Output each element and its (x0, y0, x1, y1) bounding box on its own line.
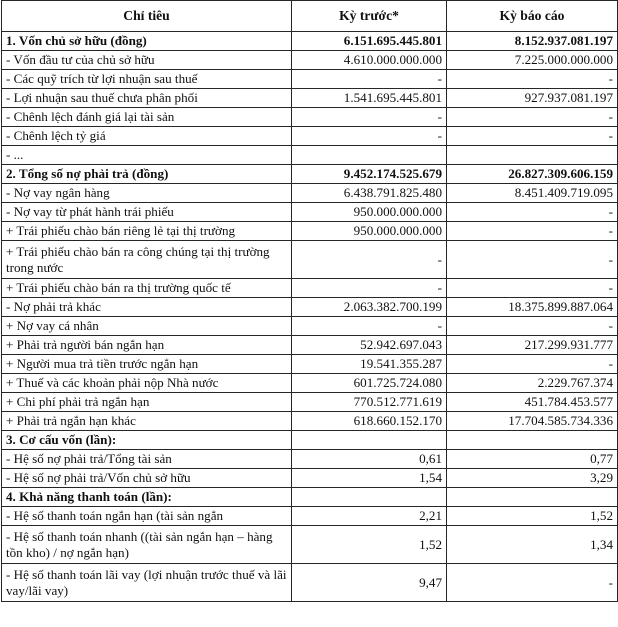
cell-previous-period: 601.725.724.080 (292, 374, 447, 393)
cell-reporting-period: 927.937.081.197 (447, 89, 618, 108)
row-label: - Nợ phải trả khác (2, 298, 292, 317)
row-label: + Người mua trả tiền trước ngắn hạn (2, 355, 292, 374)
row-label: - Hệ số thanh toán lãi vay (lợi nhuận trước thuế và lãi vay/lãi vay) (2, 564, 292, 602)
table-row (2, 70, 618, 89)
cell-previous-period: 770.512.771.619 (292, 393, 447, 412)
cell-previous-period: 9,47 (292, 564, 447, 602)
table-row (2, 127, 618, 146)
cell-reporting-period: 3,29 (447, 469, 618, 488)
row-label: - Chênh lệch đánh giá lại tài sản (2, 108, 292, 127)
table-row (2, 564, 618, 602)
cell-previous-period: - (292, 127, 447, 146)
cell-reporting-period: 8.451.409.719.095 (447, 184, 618, 203)
row-label: - Nợ vay ngân hàng (2, 184, 292, 203)
cell-previous-period: 6.151.695.445.801 (292, 32, 447, 51)
cell-previous-period: 1,54 (292, 469, 447, 488)
cell-reporting-period (447, 146, 618, 165)
row-label: + Thuế và các khoản phải nộp Nhà nước (2, 374, 292, 393)
row-label: - Vốn đầu tư của chủ sở hữu (2, 51, 292, 70)
row-label: 1. Vốn chủ sở hữu (đồng) (2, 32, 292, 51)
cell-reporting-period (447, 431, 618, 450)
row-label: + Phải trả người bán ngắn hạn (2, 336, 292, 355)
cell-previous-period: 618.660.152.170 (292, 412, 447, 431)
table-row (2, 222, 618, 241)
table-row (2, 298, 618, 317)
cell-reporting-period: - (447, 564, 618, 602)
table-row (2, 450, 618, 469)
table-row (2, 526, 618, 564)
cell-reporting-period: - (447, 127, 618, 146)
row-label: - Hệ số nợ phải trả/Tổng tài sản (2, 450, 292, 469)
table-row (2, 374, 618, 393)
table-row (2, 355, 618, 374)
cell-reporting-period: 1,52 (447, 507, 618, 526)
column-header-previous-period: Kỳ trước* (292, 1, 447, 32)
cell-previous-period: - (292, 279, 447, 298)
cell-previous-period: 9.452.174.525.679 (292, 165, 447, 184)
cell-previous-period: 950.000.000.000 (292, 222, 447, 241)
table-row (2, 279, 618, 298)
cell-previous-period: 6.438.791.825.480 (292, 184, 447, 203)
row-label: + Phải trả ngắn hạn khác (2, 412, 292, 431)
cell-reporting-period: - (447, 241, 618, 279)
table-body (2, 32, 618, 602)
table-row (2, 336, 618, 355)
cell-reporting-period: 26.827.309.606.159 (447, 165, 618, 184)
table-row (2, 469, 618, 488)
table-row (2, 241, 618, 279)
table-header (2, 1, 618, 32)
row-label: - ... (2, 146, 292, 165)
cell-reporting-period: 217.299.931.777 (447, 336, 618, 355)
row-label: 4. Khả năng thanh toán (lần): (2, 488, 292, 507)
column-header-indicator: Chỉ tiêu (2, 1, 292, 32)
row-label: + Trái phiếu chào bán ra thị trường quốc tế (2, 279, 292, 298)
column-header-reporting-period: Kỳ báo cáo (447, 1, 618, 32)
table-row (2, 507, 618, 526)
cell-previous-period: 1,52 (292, 526, 447, 564)
cell-reporting-period: 18.375.899.887.064 (447, 298, 618, 317)
cell-previous-period (292, 431, 447, 450)
cell-reporting-period: 451.784.453.577 (447, 393, 618, 412)
cell-reporting-period: 1,34 (447, 526, 618, 564)
cell-reporting-period: - (447, 222, 618, 241)
cell-previous-period: 4.610.000.000.000 (292, 51, 447, 70)
table-row (2, 146, 618, 165)
cell-previous-period (292, 488, 447, 507)
cell-reporting-period: - (447, 108, 618, 127)
row-label: - Chênh lệch tỷ giá (2, 127, 292, 146)
table-row (2, 108, 618, 127)
table-row (2, 51, 618, 70)
financial-indicators-table (1, 0, 618, 602)
row-label: - Hệ số thanh toán nhanh ((tài sản ngắn hạn – hàng tồn kho) / nợ ngắn hạn) (2, 526, 292, 564)
cell-reporting-period (447, 488, 618, 507)
cell-previous-period: 52.942.697.043 (292, 336, 447, 355)
row-label: - Các quỹ trích từ lợi nhuận sau thuế (2, 70, 292, 89)
table-row (2, 317, 618, 336)
row-label: - Nợ vay từ phát hành trái phiếu (2, 203, 292, 222)
cell-reporting-period: - (447, 317, 618, 336)
cell-previous-period: - (292, 241, 447, 279)
row-label: + Trái phiếu chào bán riêng lẻ tại thị trường (2, 222, 292, 241)
table-row (2, 488, 618, 507)
table-row (2, 203, 618, 222)
cell-reporting-period: 2.229.767.374 (447, 374, 618, 393)
row-label: + Trái phiếu chào bán ra công chúng tại thị trường trong nước (2, 241, 292, 279)
cell-previous-period: 1.541.695.445.801 (292, 89, 447, 108)
cell-previous-period: - (292, 108, 447, 127)
table-row (2, 184, 618, 203)
cell-reporting-period: - (447, 355, 618, 374)
cell-reporting-period: - (447, 203, 618, 222)
cell-previous-period: - (292, 317, 447, 336)
cell-reporting-period: - (447, 279, 618, 298)
cell-previous-period (292, 146, 447, 165)
table-row (2, 412, 618, 431)
cell-reporting-period: 7.225.000.000.000 (447, 51, 618, 70)
row-label: - Hệ số thanh toán ngắn hạn (tài sản ngắn (2, 507, 292, 526)
table-header-row (2, 1, 618, 32)
cell-reporting-period: 8.152.937.081.197 (447, 32, 618, 51)
row-label: 2. Tổng số nợ phải trả (đồng) (2, 165, 292, 184)
cell-previous-period: 2.063.382.700.199 (292, 298, 447, 317)
cell-previous-period: 0,61 (292, 450, 447, 469)
table-row (2, 32, 618, 51)
table-row (2, 89, 618, 108)
cell-reporting-period: 17.704.585.734.336 (447, 412, 618, 431)
table-row (2, 431, 618, 450)
row-label: - Lợi nhuận sau thuế chưa phân phối (2, 89, 292, 108)
table-row (2, 393, 618, 412)
cell-previous-period: 950.000.000.000 (292, 203, 447, 222)
cell-previous-period: 2,21 (292, 507, 447, 526)
row-label: + Chi phí phải trả ngắn hạn (2, 393, 292, 412)
row-label: + Nợ vay cá nhân (2, 317, 292, 336)
cell-previous-period: - (292, 70, 447, 89)
row-label: 3. Cơ cấu vốn (lần): (2, 431, 292, 450)
row-label: - Hệ số nợ phải trả/Vốn chủ sở hữu (2, 469, 292, 488)
cell-reporting-period: - (447, 70, 618, 89)
cell-reporting-period: 0,77 (447, 450, 618, 469)
cell-previous-period: 19.541.355.287 (292, 355, 447, 374)
table-row (2, 165, 618, 184)
